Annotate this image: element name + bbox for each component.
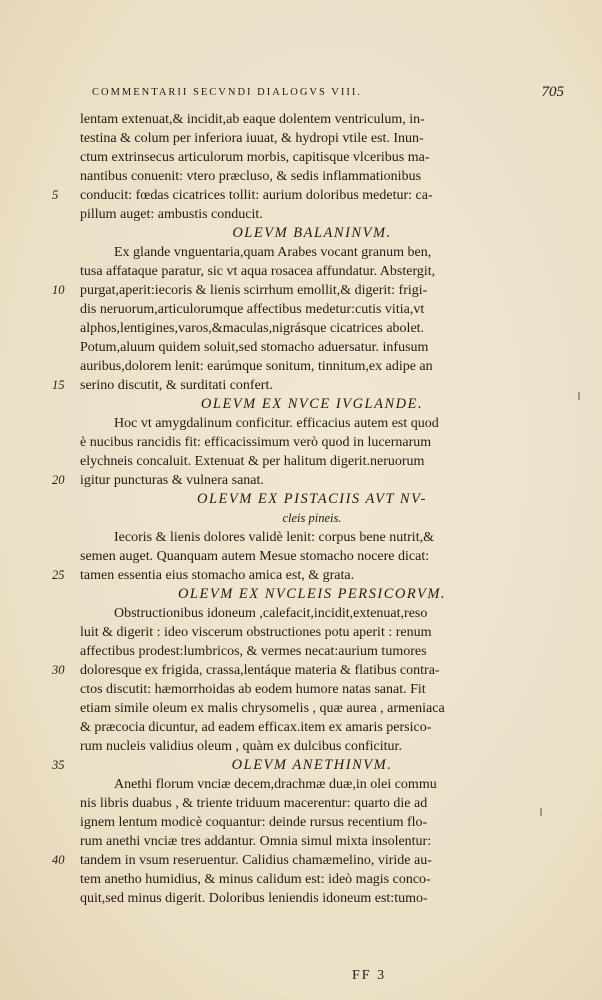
text-line: [52, 718, 572, 737]
section-heading: [52, 756, 572, 775]
line-text: affectibus prodest:lumbricos, & vermes necat:aurium tumores: [80, 644, 427, 659]
text-line: [52, 319, 572, 338]
section-heading: [52, 490, 572, 509]
line-text: alphos,lentigines,varos,&maculas,nigrásque cicatrices abolet.: [80, 321, 425, 336]
line-text: Ex glande vnguentaria,quam Arabes vocant granum ben,: [114, 245, 432, 260]
page-body: [52, 110, 572, 908]
line-text: elychneis concaluit. Extenuat & per halitum digerit.neruorum: [80, 454, 425, 469]
text-line: [52, 300, 572, 319]
text-line: [52, 110, 572, 129]
line-text: lentam extenuat,& incidit,ab eaque dolentem ventriculum, in-: [80, 112, 425, 127]
text-line: [52, 889, 572, 908]
text-line: [52, 281, 572, 300]
line-text: tandem in vsum reseruentur. Calidius chamæmelino, viride au-: [80, 853, 432, 868]
line-text: doloresque ex frigida, crassa,lentáque materia & flatibus contra-: [80, 663, 440, 678]
line-text: semen auget. Quanquam autem Mesue stomacho nocere dicat:: [80, 549, 430, 564]
line-number: 15: [52, 378, 65, 392]
text-line: [52, 452, 572, 471]
section-subheading: [52, 509, 572, 528]
page-header: [92, 84, 564, 105]
text-line: [52, 376, 572, 395]
line-text: quit,sed minus digerit. Doloribus leniendis idoneum est:tumo-: [80, 891, 428, 906]
text-line: [52, 129, 572, 148]
text-line: [52, 433, 572, 452]
text-line: [52, 566, 572, 585]
text-line: [52, 832, 572, 851]
line-text: ignem lentum modicè coquantur: deinde rursus recentium flo-: [80, 815, 428, 830]
text-line: [52, 794, 572, 813]
text-line: [52, 775, 572, 794]
paper-fleck: [540, 808, 542, 816]
line-text: conducit: fœdas cicatrices tollit: aurium doloribus medetur: ca-: [80, 188, 433, 203]
text-line: [52, 604, 572, 623]
text-line: [52, 167, 572, 186]
running-head: COMMENTARII SECVNDI DIALOGVS VIII.: [92, 87, 362, 98]
text-line: [52, 642, 572, 661]
text-line: [52, 262, 572, 281]
text-line: [52, 338, 572, 357]
text-line: [52, 623, 572, 642]
line-text: Iecoris & lienis dolores validè lenit: corpus bene nutrit,&: [114, 530, 434, 545]
text-line: [52, 243, 572, 262]
line-text: OLEVM EX PISTACIIS AVT NV-: [197, 491, 427, 507]
text-line: [52, 661, 572, 680]
line-text: tusa affataque paratur, sic vt aqua rosacea affundatur. Abstergit,: [80, 264, 436, 279]
line-text: & præcocia dicuntur, ad eadem efficax.item ex amaris persico-: [80, 720, 432, 735]
line-number: 5: [52, 188, 59, 202]
section-heading: [52, 585, 572, 604]
line-text: serino discutit, & surditati confert.: [80, 378, 273, 393]
line-text: testina & colum per inferiora iuuat, & hydropi vtile est. Inun-: [80, 131, 424, 146]
line-text: OLEVM EX NVCE IVGLANDE.: [200, 396, 424, 412]
text-line: [52, 528, 572, 547]
line-text: tem anetho humidius, & minus calidum est: ideò magis conco-: [80, 872, 431, 887]
text-line: [52, 186, 572, 205]
paper-fleck: [578, 392, 580, 400]
text-line: [52, 851, 572, 870]
line-text: purgat,aperit:iecoris & lienis scirrhum emollit,& digerit: frigi-: [80, 283, 428, 298]
text-line: [52, 148, 572, 167]
line-text: OLEVM BALANINVM.: [232, 225, 392, 241]
page-number: 705: [541, 84, 564, 100]
line-text: auribus,dolorem lenit: earúmque sonitum, tinnitum,ex adipe an: [80, 359, 433, 374]
line-text: Hoc vt amygdalinum conficitur. efficacius autem est quod: [114, 416, 439, 431]
line-text: Obstructionibus idoneum ,calefacit,incidit,extenuat,reso: [114, 606, 428, 621]
text-line: [52, 357, 572, 376]
line-text: OLEVM ANETHINVM.: [231, 757, 393, 773]
line-text: luit & digerit : ideo viscerum obstructiones potu aperit : renum: [80, 625, 432, 640]
line-text: dis neruorum,articulorumque affectibus medetur:cutis vitia,vt: [80, 302, 425, 317]
section-heading: [52, 395, 572, 414]
text-line: [52, 813, 572, 832]
section-heading: [52, 224, 572, 243]
text-line: [52, 205, 572, 224]
text-line: [52, 737, 572, 756]
line-text: OLEVM EX NVCLEIS PERSICORVM.: [177, 586, 447, 602]
line-number: 10: [52, 283, 65, 297]
line-text: pillum auget: ambustis conducit.: [80, 207, 263, 222]
text-line: [52, 870, 572, 889]
line-text: rum nucleis validius oleum , quàm ex dulcibus conficitur.: [80, 739, 402, 754]
line-text: Potum,aluum quidem soluit,sed stomacho aduersatur. infusum: [80, 340, 429, 355]
line-text: tamen essentia eius stomacho amica est, & grata.: [80, 568, 355, 583]
signature-mark: FF 3: [352, 968, 387, 983]
line-number: 20: [52, 473, 65, 487]
line-text: nantibus conuenit: vtero præcluso, & sedis inflammationibus: [80, 169, 422, 184]
line-text: ctos discutit: hæmorrhoidas ab eodem humore natas sanat. Fit: [80, 682, 426, 697]
line-number: 25: [52, 568, 65, 582]
line-text: nis libris duabus , & triente triduum macerentur: quarto die ad: [80, 796, 428, 811]
text-line: [52, 680, 572, 699]
line-number: 30: [52, 663, 65, 677]
line-text: ctum extrinsecus articulorum morbis, capitisque vlceribus ma-: [80, 150, 430, 165]
line-text: cleis pineis.: [282, 511, 342, 525]
text-line: [52, 547, 572, 566]
text-line: [52, 414, 572, 433]
line-text: igitur puncturas & vulnera sanat.: [80, 473, 264, 488]
line-number: 40: [52, 853, 65, 867]
line-number: 35: [52, 758, 65, 772]
line-text: è nucibus rancidis fit: efficacissimum verò quod in lucernarum: [80, 435, 432, 450]
line-text: Anethi florum vnciæ decem,drachmæ duæ,in olei commu: [114, 777, 437, 792]
text-line: [52, 699, 572, 718]
line-text: rum anethi vnciæ tres addantur. Omnia simul mixta insolentur:: [80, 834, 432, 849]
text-line: [52, 471, 572, 490]
line-text: etiam simile oleum ex malis chrysomelis , quæ aurea , armeniaca: [80, 701, 445, 716]
